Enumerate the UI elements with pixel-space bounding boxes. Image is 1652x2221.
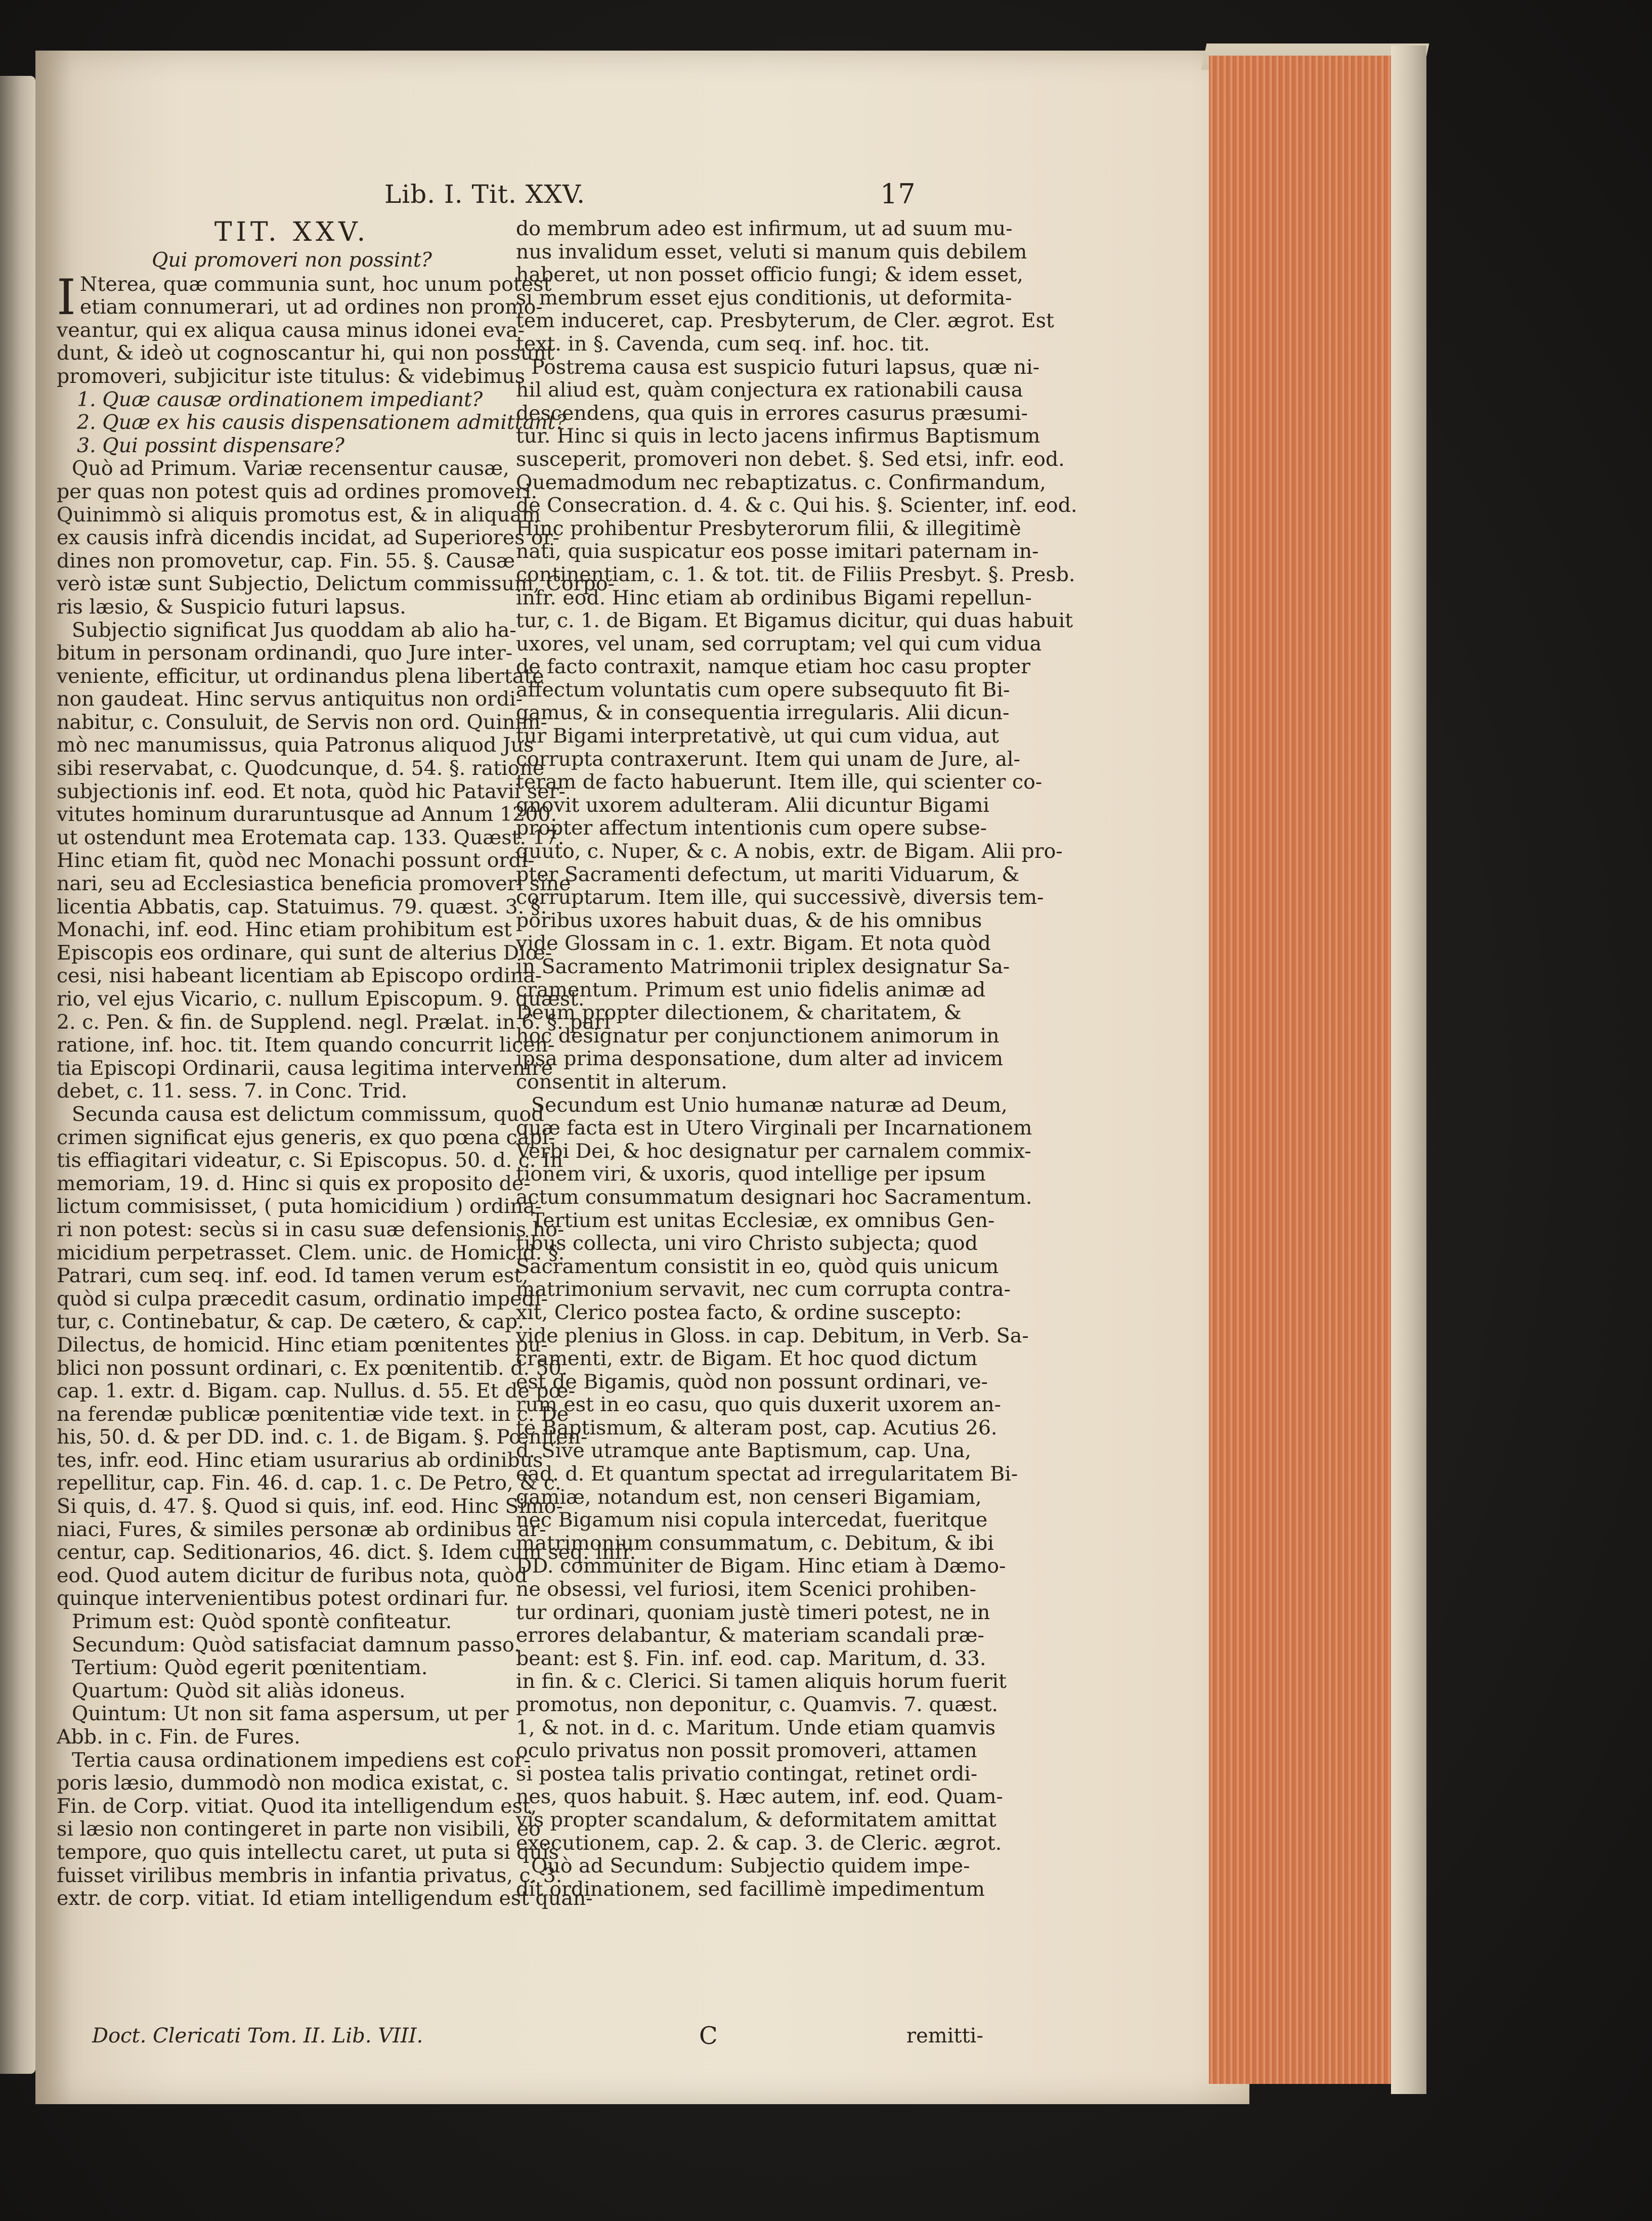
right_column-line: ead. d. Et quantum spectat ad irregularitatem Bi-	[516, 1462, 1018, 1486]
left_column-line: Quinimmò si aliquis promotus est, & in aliquam	[57, 503, 541, 527]
left_column-line: Abb. in c. Fin. de Fures.	[57, 1725, 300, 1749]
right_column-line: uxores, vel unam, sed corruptam; vel qui cum vidua	[516, 632, 1042, 656]
left_column-line: Monachi, inf. eod. Hinc etiam prohibitum est	[57, 918, 512, 942]
left_column-line: micidium perpetrasset. Clem. unic. de Homicid. §.	[57, 1241, 565, 1265]
right_column-line: text. in §. Cavenda, cum seq. inf. hoc. tit.	[516, 332, 930, 356]
left_column-line: tes, infr. eod. Hinc etiam usurarius ab ordinibus	[57, 1448, 543, 1472]
right_column-line: ne obsessi, vel furiosi, item Scenici prohiben-	[516, 1578, 976, 1601]
left_column-line: his, 50. d. & per DD. ind. c. 1. de Bigam. §. Pœniten-	[57, 1425, 588, 1449]
left_column-line: tur, c. Continebatur, & cap. De cætero, & cap.	[57, 1310, 524, 1334]
right-column	[516, 217, 1077, 1901]
left_column-line: na ferendæ publicæ pœnitentiæ vide text. in c. De	[57, 1402, 569, 1426]
right_column-line: nus invalidum esset, veluti si manum quis debilem	[516, 240, 1027, 264]
right_column-line: cramentum. Primum est unio fidelis animæ ad	[516, 978, 986, 1001]
right_column-line: de facto contraxit, namque etiam hoc casu propter	[516, 655, 1031, 679]
right_column-line: te Baptismum, & alteram post, cap. Acutius 26.	[516, 1416, 997, 1440]
right_column-line: rum est in eo casu, quo quis duxerit uxorem an-	[516, 1393, 1001, 1417]
drop-cap: I	[57, 269, 76, 326]
left_column-line: 2. Quæ ex his causis dispensationem admittant?	[77, 411, 567, 434]
right_column-line: Tertium est unitas Ecclesiæ, ex omnibus Gen-	[531, 1208, 995, 1232]
right_column-line: gamus, & in consequentia irregularis. Alii dicun-	[516, 701, 1010, 725]
left_column-line: tia Episcopi Ordinarii, causa legitima intervenire	[57, 1056, 553, 1080]
right_column-line: xit, Clerico postea facto, & ordine suscepto:	[516, 1300, 962, 1324]
running-title: Lib. I. Tit. XXV.	[384, 180, 586, 209]
left_column-line: quòd si culpa præcedit casum, ordinatio impedi-	[57, 1287, 548, 1311]
left_column-line: veniente, efficitur, ut ordinandus plena libertate	[57, 664, 544, 688]
left_column-line: Primum est: Quòd spontè confiteatur.	[72, 1610, 452, 1634]
left_column-line: quinque intervenientibus potest ordinari fur.	[57, 1587, 509, 1610]
right_column-line: errores delabantur, & materiam scandali præ-	[516, 1624, 984, 1647]
right_column-line: cramenti, extr. de Bigam. Et hoc quod dictum	[516, 1347, 978, 1371]
page-number: 17	[880, 178, 916, 210]
right_column-line: ipsa prima desponsatione, dum alter ad invicem	[516, 1047, 1004, 1071]
right_column-line: gamiæ, notandum est, non censeri Bigamiam,	[516, 1485, 982, 1509]
left_column-line: etiam connumerari, ut ad ordines non promo-	[79, 295, 543, 319]
right_column-line: quæ facta est in Utero Virginali per Incarnationem	[516, 1116, 1032, 1140]
left_column-line: veantur, qui ex aliqua causa minus idonei eva-	[57, 318, 525, 342]
right_column-line: tionem viri, & uxoris, quod intellige per ipsum	[516, 1162, 986, 1186]
right_column-line: in fin. & c. Clerici. Si tamen aliquis horum fuerit	[516, 1670, 1007, 1693]
right_column-line: tur. Hinc si quis in lecto jacens infirmus Baptismum	[516, 424, 1040, 448]
right_column-line: executionem, cap. 2. & cap. 3. de Cleric. ægrot.	[516, 1831, 1002, 1855]
left_column-line: Tertia causa ordinationem impediens est cor-	[72, 1748, 531, 1772]
left_column-line: si læsio non contingeret in parte non visibili, eo	[57, 1817, 541, 1841]
facing-page-edge	[0, 76, 35, 2074]
right_column-line: de Consecration. d. 4. & c. Qui his. §. Scienter, inf. eod.	[516, 494, 1077, 517]
left_column-line: nabitur, c. Consuluit, de Servis non ord. Quinim-	[57, 710, 547, 734]
right_column-line: in Sacramento Matrimonii triplex designatur Sa-	[516, 955, 1010, 978]
left_column-line: cap. 1. extr. d. Bigam. cap. Nullus. d. 55. Et de pœ-	[57, 1379, 576, 1403]
right_column-line: promotus, non deponitur, c. Quamvis. 7. quæst.	[516, 1693, 998, 1716]
left_column-line: blici non possunt ordinari, c. Ex pœnitentib. d. 50.	[57, 1356, 568, 1380]
left_column-line: vitutes hominum duraruntusque ad Annum 1200.	[57, 803, 557, 826]
right_column-line: pter Sacramenti defectum, ut mariti Viduarum, &	[516, 862, 1020, 886]
right_column-line: hoc designatur per conjunctionem animorum in	[516, 1024, 999, 1048]
right_column-line: si postea talis privatio contingat, retinet ordi-	[516, 1762, 978, 1785]
left_column-line: promoveri, subjicitur iste titulus: & videbimus	[57, 364, 526, 388]
left_column-line: 2. c. Pen. & fin. de Supplend. negl. Prælat. in 6. §. pari	[57, 1010, 611, 1034]
right_column-line: actum consummatum designari hoc Sacramentum.	[516, 1185, 1032, 1209]
left_column-line: memoriam, 19. d. Hinc si quis ex proposito de-	[57, 1171, 531, 1195]
left_column-line: Quintum: Ut non sit fama aspersum, ut per	[72, 1702, 509, 1726]
right_column-line: poribus uxores habuit duas, & de his omnibus	[516, 908, 982, 932]
left_column-line: sibi reservabat, c. Quodcunque, d. 54. §. ratione	[57, 757, 545, 780]
right_column-line: Quò ad Secundum: Subjectio quidem impe-	[531, 1854, 970, 1878]
right_column-line: matrimonium consummatum, c. Debitum, & ibi	[516, 1531, 994, 1555]
right_column-line: propter affectum intentionis cum opere subse-	[516, 816, 987, 840]
right_column-line: quuto, c. Nuper, & c. A nobis, extr. de Bigam. Alii pro-	[516, 840, 1063, 863]
right_column-line: nati, quia suspicatur eos posse imitari paternam in-	[516, 540, 1039, 563]
left_column-line: dunt, & ideò ut cognoscantur hi, qui non possunt	[57, 341, 554, 365]
right_column-line: susceperit, promoveri non debet. §. Sed etsi, infr. eod.	[516, 447, 1065, 471]
right_column-line: tem induceret, cap. Presbyterum, de Cler. ægrot. Est	[516, 309, 1054, 333]
left_column-line: ris læsio, & Suspicio futuri lapsus.	[57, 595, 406, 619]
left_column-line: licentia Abbatis, cap. Statuimus. 79. quæst. 3. §.	[57, 895, 547, 919]
left_column-line: mò nec manumissus, quia Patronus aliquod Jus	[57, 733, 534, 757]
left_column-line: Nterea, quæ communia sunt, hoc unum potest	[79, 272, 552, 296]
right_column-line: hil aliud est, quàm conjectura ex rationabili causa	[516, 378, 1023, 402]
right_column-line: Secundum est Unio humanæ naturæ ad Deum,	[531, 1093, 1008, 1117]
right_column-line: vide Glossam in c. 1. extr. Bigam. Et nota quòd	[516, 932, 991, 955]
left_column-line: 3. Qui possint dispensare?	[77, 433, 344, 457]
left_column-line: niaci, Fures, & similes personæ ab ordinibus ar-	[57, 1517, 546, 1541]
right_column-line: matrimonium servavit, nec cum corrupta contra-	[516, 1278, 1011, 1301]
catchword: remitti-	[906, 2024, 983, 2048]
left_column-line: ri non potest: secùs si in casu suæ defensionis ho-	[57, 1217, 564, 1241]
right_column-line: d. Sive utramque ante Baptismum, cap. Una,	[516, 1439, 971, 1463]
right_column-line: beant: est §. Fin. inf. eod. cap. Maritum, d. 33.	[516, 1646, 986, 1670]
right_column-line: tur, c. 1. de Bigam. Et Bigamus dicitur, qui duas habuit	[516, 609, 1073, 633]
left_column-line: Subjectio significat Jus quoddam ab alio ha-	[72, 618, 516, 642]
right_column-line: haberet, ut non posset officio fungi; & idem esset,	[516, 263, 1023, 287]
right_column-line: continentiam, c. 1. & tot. tit. de Filiis Presbyt. §. Presb.	[516, 562, 1075, 586]
left_column-line: 1. Quæ causæ ordinationem impediant?	[77, 387, 483, 411]
left_column-line: tempore, quo quis intellectu caret, ut puta si quis	[57, 1840, 559, 1864]
right_column-line: Verbi Dei, & hoc designatur per carnalem commix-	[516, 1139, 1031, 1163]
left_column-line: Episcopis eos ordinare, qui sunt de alterius Diœ-	[57, 941, 552, 965]
right_column-line: teram de facto habuerunt. Item ille, qui scienter co-	[516, 770, 1042, 794]
right_column-line: tur Bigami interpretativè, ut qui cum vidua, aut	[516, 724, 999, 748]
right_column-line: vis propter scandalum, & deformitatem amittat	[516, 1808, 996, 1832]
right_column-line: si membrum esset ejus conditionis, ut deformita-	[516, 286, 1012, 310]
left_column-line: bitum in personam ordinandi, quo Jure inter-	[57, 641, 513, 665]
right_column-line: Hinc prohibentur Presbyterorum filii, & illegitimè	[516, 516, 1021, 540]
left_column-line: centur, cap. Seditionarios, 46. dict. §. Idem cum seq. infr.	[57, 1541, 636, 1564]
section-heading: TIT. XXV.	[214, 217, 370, 247]
left_column-line: tis effiagitari videatur, c. Si Episcopus. 50. d. c. In	[57, 1149, 563, 1172]
left_column-line: dines non promovetur, cap. Fin. 55. §. Causæ	[57, 549, 515, 573]
right_column-line: do membrum adeo est infirmum, ut ad suum mu-	[516, 217, 1013, 240]
right_column-line: nes, quos habuit. §. Hæc autem, inf. eod. Quam-	[516, 1785, 1003, 1809]
section-subheading: Qui promoveri non possint?	[152, 248, 432, 272]
right_column-line: DD. communiter de Bigam. Hinc etiam à Dæmo-	[516, 1554, 1006, 1578]
right_column-line: affectum voluntatis cum opere subsequuto fit Bi-	[516, 678, 1010, 702]
right_column-line: dit ordinationem, sed facillimè impedimentum	[516, 1877, 985, 1901]
running-head	[384, 178, 991, 210]
left_column-line: Secunda causa est delictum commissum, quod	[72, 1102, 544, 1126]
page-footer	[57, 2023, 1018, 2054]
red-page-edges	[1209, 56, 1396, 2084]
signature-mark: C	[699, 2022, 718, 2050]
left_column-line: Si quis, d. 47. §. Quod si quis, inf. eod. Hinc Simo-	[57, 1495, 563, 1518]
left_column-line: per quas non potest quis ad ordines promoveri.	[57, 480, 538, 503]
right_column-line: infr. eod. Hinc etiam ab ordinibus Bigami repellun-	[516, 586, 1032, 609]
left_column-line: ut ostendunt mea Erotemata cap. 133. Quæst. 17.	[57, 825, 564, 849]
right_column-line: descendens, qua quis in errores casurus præsumi-	[516, 401, 1028, 425]
left_column-line: debet, c. 11. sess. 7. in Conc. Trid.	[57, 1079, 408, 1103]
right_column-line: tibus collecta, uni viro Christo subjecta; quod	[516, 1232, 978, 1255]
left_column-line: verò istæ sunt Subjectio, Delictum commissum, Corpo-	[57, 572, 615, 596]
left_column-line: crimen significat ejus generis, ex quo pœna capi-	[57, 1125, 555, 1149]
right_column-line: Deum propter dilectionem, & charitatem, &	[516, 1001, 962, 1025]
left_column-line: extr. de corp. vitiat. Id etiam intelligendum est quan-	[57, 1887, 593, 1910]
right_column-line: Quemadmodum nec rebaptizatus. c. Confirmandum,	[516, 470, 1046, 494]
right_column-line: 1, & not. in d. c. Maritum. Unde etiam quamvis	[516, 1716, 996, 1739]
left_column-line: subjectionis inf. eod. Et nota, quòd hic Patavii ser-	[57, 779, 566, 803]
left_column-line: poris læsio, dummodò non modica existat, c.	[57, 1771, 509, 1795]
right-column-text	[516, 217, 1077, 1901]
right_column-line: oculo privatus non possit promoveri, attamen	[516, 1739, 977, 1763]
left_column-line: fuisset virilibus membris in infantia privatus, c. 3.	[57, 1863, 562, 1887]
left_column-line: Tertium: Quòd egerit pœnitentiam.	[72, 1656, 428, 1680]
left_column-line: Patrari, cum seq. inf. eod. Id tamen verum est,	[57, 1264, 529, 1288]
right_column-line: gnovit uxorem adulteram. Alii dicuntur Bigami	[516, 793, 990, 817]
right_column-line: Postrema causa est suspicio futuri lapsus, quæ ni-	[531, 355, 1040, 379]
right_column-line: vide plenius in Gloss. in cap. Debitum, in Verb. Sa-	[516, 1324, 1029, 1347]
left_column-line: ratione, inf. hoc. tit. Item quando concurrit licen-	[57, 1033, 555, 1057]
left_column-line: ex causis infrà dicendis incidat, ad Superiores or-	[57, 526, 559, 550]
right_column-line: corrupta contraxerunt. Item qui unam de Jure, al-	[516, 747, 1021, 771]
left_column-line: non gaudeat. Hinc servus antiquitus non ordi-	[57, 687, 523, 711]
book-cover-edge	[1391, 46, 1426, 2094]
left_column-line: repellitur, cap. Fin. 46. d. cap. 1. c. De Petro, & c.	[57, 1471, 561, 1495]
left_column-line: Hinc etiam fit, quòd nec Monachi possunt ordi-	[57, 849, 535, 873]
left_column-line: Secundum: Quòd satisfaciat damnum passo.	[72, 1633, 520, 1657]
right_column-line: est de Bigamis, quòd non possunt ordinari, ve-	[516, 1370, 988, 1393]
left_column-line: eod. Quod autem dicitur de furibus nota, quòd	[57, 1563, 528, 1587]
left_column-line: cesi, nisi habeant licentiam ab Episcopo ordina-	[57, 964, 542, 988]
left_column-line: lictum commisisset, ( puta homicidium ) ordina-	[57, 1195, 542, 1218]
left_column-line: rio, vel ejus Vicario, c. nullum Episcopum. 9. quæst.	[57, 987, 585, 1011]
footer-imprint: Doct. Clericati Tom. II. Lib. VIII.	[92, 2024, 423, 2048]
right_column-line: corruptarum. Item ille, qui successivè, diversis tem-	[516, 886, 1044, 909]
left_column-line: nari, seu ad Ecclesiastica beneficia promoveri sine	[57, 872, 571, 896]
left_column-line: Dilectus, de homicid. Hinc etiam pœnitentes pu-	[57, 1333, 548, 1357]
right_column-line: consentit in alterum.	[516, 1070, 727, 1094]
right_column-line: nec Bigamum nisi copula intercedat, fueritque	[516, 1508, 988, 1532]
left_column-line: Fin. de Corp. vitiat. Quod ita intelligendum est,	[57, 1794, 537, 1818]
left_column-line: Quartum: Quòd sit aliàs idoneus.	[72, 1679, 406, 1703]
right_column-line: Sacramentum consistit in eo, quòd quis unicum	[516, 1254, 999, 1278]
left_column-line: Quò ad Primum. Variæ recensentur causæ,	[72, 457, 509, 481]
right_column-line: tur ordinari, quoniam justè timeri potest, ne in	[516, 1600, 990, 1624]
